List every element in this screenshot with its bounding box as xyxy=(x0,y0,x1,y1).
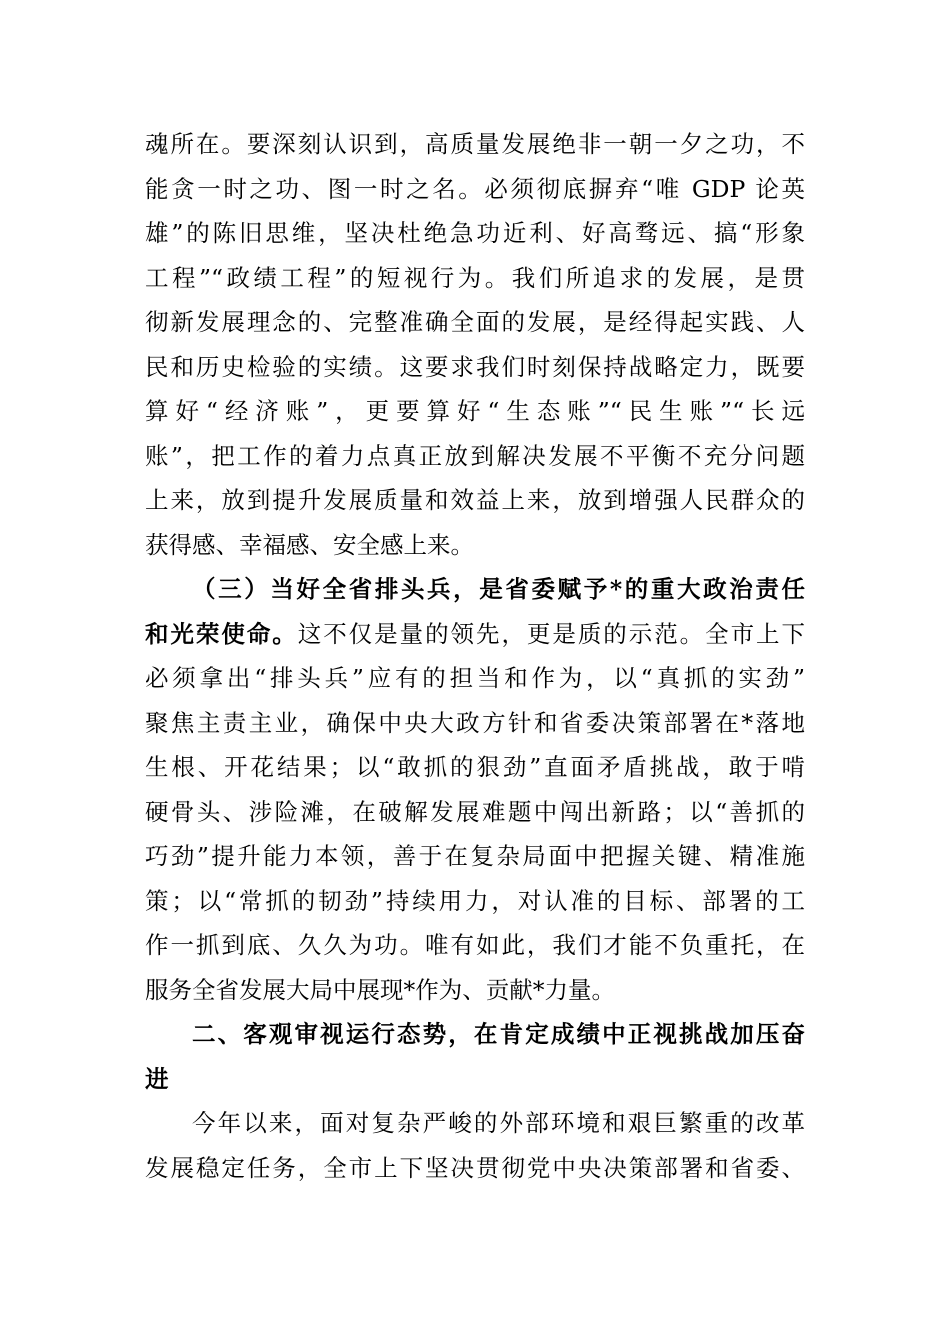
text-line: 民和历史检验的实绩。这要求我们时刻保持战略定力，既要 xyxy=(145,352,805,381)
text-line xyxy=(145,612,805,657)
text-line: 工程”“政绩工程”的短视行为。我们所追求的发展，是贯 xyxy=(145,263,805,292)
text-line: 必须拿出“排头兵”应有的担当和作为，以“真抓的实劲” xyxy=(145,664,805,692)
text-line: 硬骨头、涉险滩，在破解发展难题中闯出新路；以“善抓的 xyxy=(145,797,805,826)
text-line: 彻新发展理念的、完整准确全面的发展，是经得起实践、人 xyxy=(145,308,805,336)
text-line: 巧劲”提升能力本领，善于在复杂局面中把握关键、精准施 xyxy=(145,842,805,870)
paragraph-3 xyxy=(145,1101,805,1190)
text-line: 获得感、幸福感、安全感上来。 xyxy=(145,530,474,559)
subsection-lead-continued: 和光荣使命。 xyxy=(145,619,298,648)
text-line: 能贪一时之功、图一时之名。必须彻底摒弃“唯 GDP 论英 xyxy=(145,174,805,203)
text-line: 生根、开花结果；以“敢抓的狠劲”直面矛盾挑战，敢于啃 xyxy=(145,753,805,781)
paragraph-2 xyxy=(145,567,805,1012)
text-line: 魂所在。要深刻认识到，高质量发展绝非一朝一夕之功，不 xyxy=(145,130,805,158)
section-heading-line: 二、客观审视运行态势，在肯定成绩中正视挑战加压奋 xyxy=(192,1020,805,1048)
text-line: 服务全省发展大局中展现*作为、贡献*力量。 xyxy=(145,975,615,1004)
section-heading xyxy=(145,1012,805,1101)
text-line: 策；以“常抓的韧劲”持续用力，对认准的目标、部署的工 xyxy=(145,886,805,915)
text-line: 账”，把工作的着力点真正放到解决发展不平衡不充分问题 xyxy=(145,441,805,470)
text-line: 聚焦主责主业，确保中央大政方针和省委决策部署在*落地 xyxy=(145,708,805,737)
section-heading-line: 进 xyxy=(145,1064,169,1093)
text-line: 上来，放到提升发展质量和效益上来，放到增强人民群众的 xyxy=(145,486,805,514)
text-line: 今年以来，面对复杂严峻的外部环境和艰巨繁重的改革 xyxy=(192,1109,805,1137)
text-line: 发展稳定任务，全市上下坚决贯彻党中央决策部署和省委、 xyxy=(145,1153,805,1182)
text-line: 作一抓到底、久久为功。唯有如此，我们才能不负重托，在 xyxy=(145,931,805,959)
document-body xyxy=(145,122,805,1190)
text-line: 雄”的陈旧思维，坚决杜绝急功近利、好高骛远、搞“形象 xyxy=(145,219,805,247)
subsection-lead: （三）当好全省排头兵，是省委赋予*的重大政治责任 xyxy=(192,575,805,603)
text-span: 这不仅是量的领先，更是质的示范。全市上下 xyxy=(297,619,806,648)
text-line: 算好“经济账”，更要算好“生态账”“民生账”“长远 xyxy=(145,397,805,425)
paragraph-1 xyxy=(145,122,805,567)
